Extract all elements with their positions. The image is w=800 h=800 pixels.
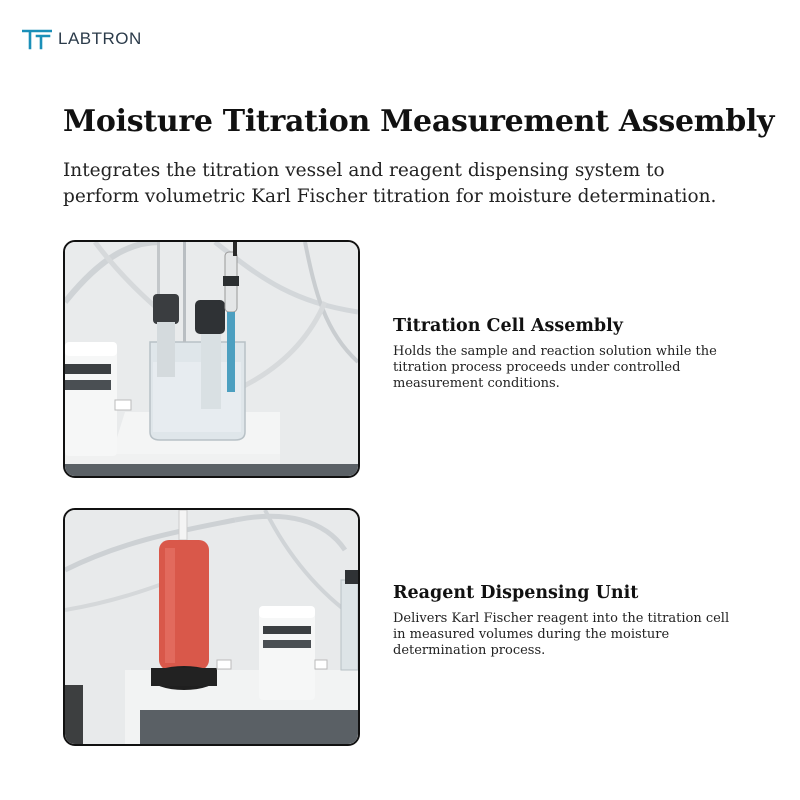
brand-name: LABTRON bbox=[58, 29, 142, 48]
feature-reagent-dispensing bbox=[393, 583, 743, 659]
labtron-logo-icon bbox=[22, 28, 52, 50]
reagent-dispensing-photo bbox=[63, 508, 360, 746]
feature-title: Titration Cell Assembly bbox=[393, 316, 623, 336]
feature-description: Holds the sample and reaction solution while the titration process proceeds under controlled measurement conditions. bbox=[393, 344, 717, 391]
titration-cell-photo bbox=[63, 240, 360, 478]
feature-titration-cell bbox=[393, 316, 743, 392]
brand-logo bbox=[22, 28, 142, 50]
page-title: Moisture Titration Measurement Assembly bbox=[63, 104, 775, 139]
intro-text: Integrates the titration vessel and reagent dispensing system to perform volumetric Karl Fischer titration for moisture determination. bbox=[63, 160, 717, 207]
feature-title: Reagent Dispensing Unit bbox=[393, 583, 639, 603]
feature-description: Delivers Karl Fischer reagent into the titration cell in measured volumes during the moisture determination process. bbox=[393, 611, 730, 658]
